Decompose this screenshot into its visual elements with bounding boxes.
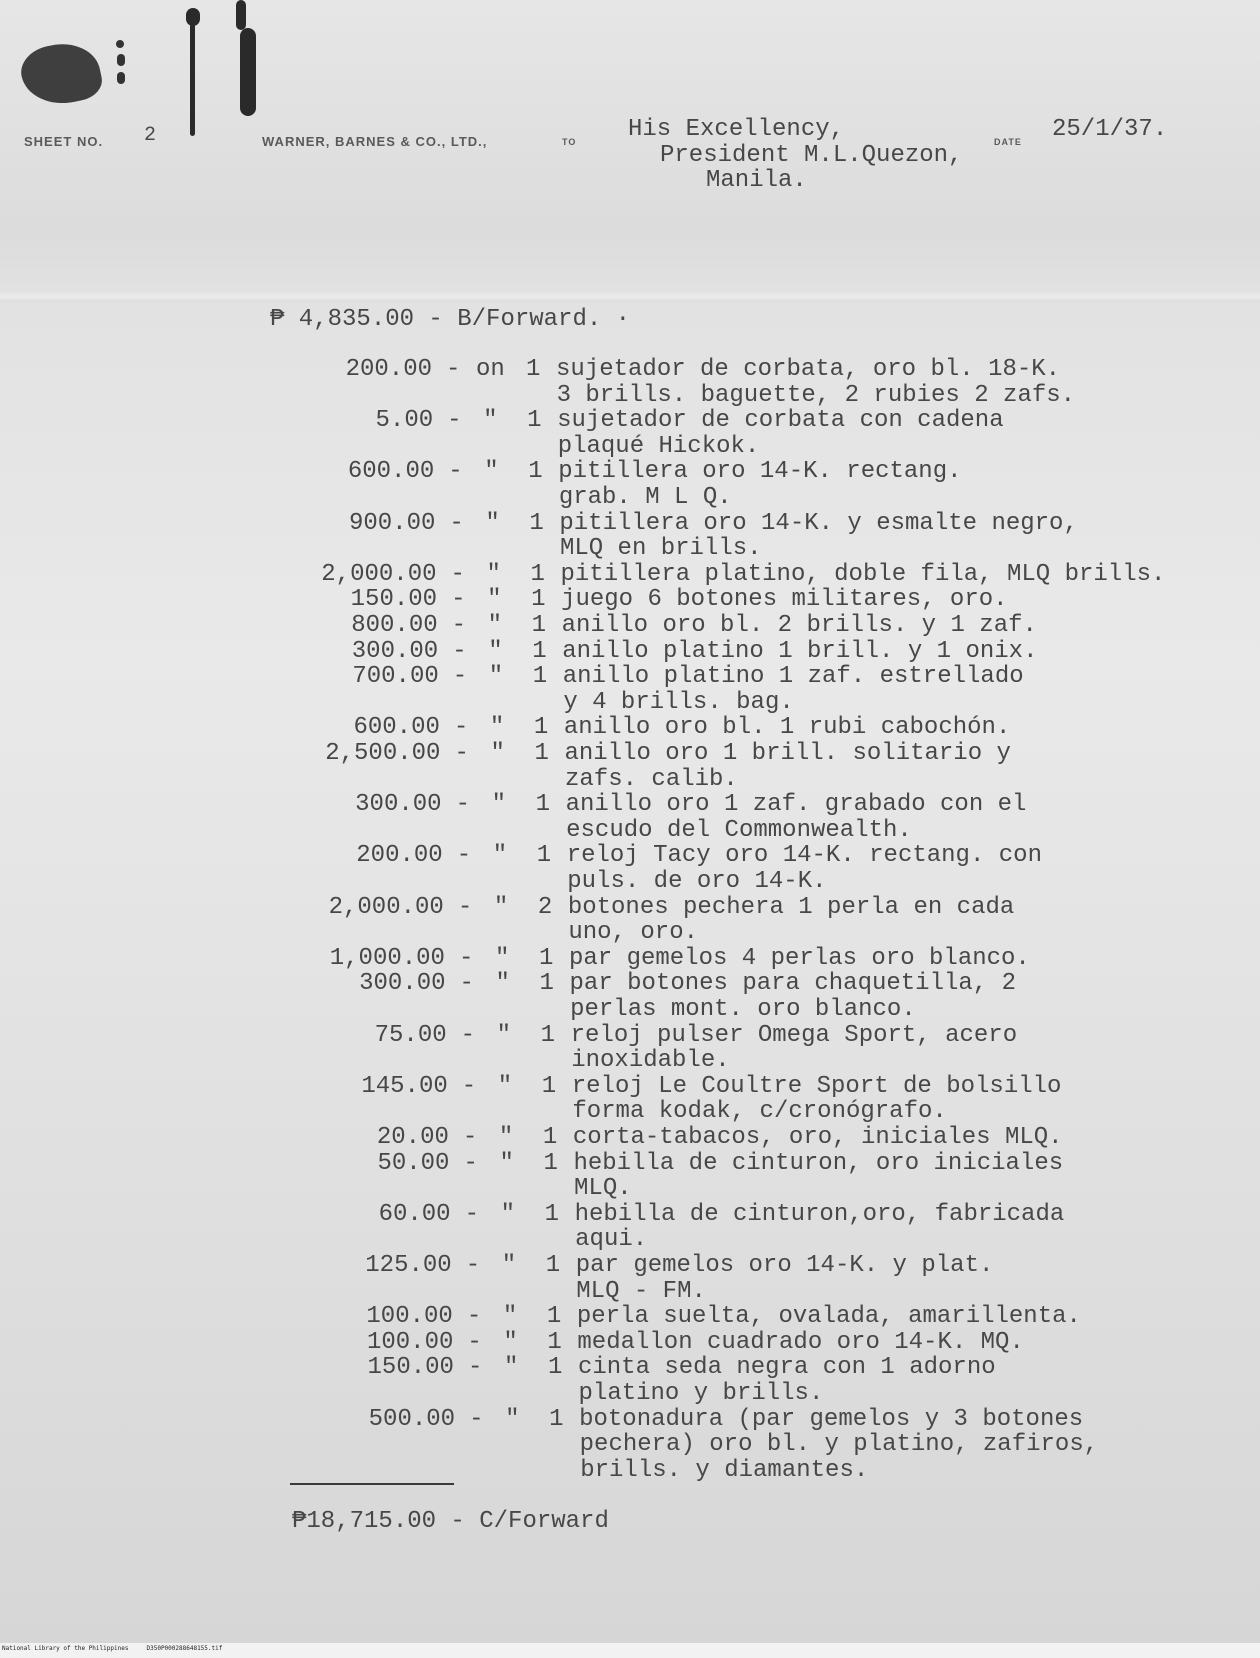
item-description: reloj Le Coultre Sport de bolsillo: [571, 1072, 1062, 1100]
item-quantity: 1: [527, 407, 542, 435]
item-description: anillo platino 1 zaf. estrellado: [562, 663, 1024, 691]
item-description: anillo oro bl. 1 rubi cabochón.: [563, 714, 1011, 742]
item-dash: -: [446, 356, 461, 383]
item-marker: ": [487, 612, 503, 639]
item-marker: ": [496, 1021, 512, 1049]
item-marker: ": [488, 637, 503, 665]
item-amount: 700.00: [352, 663, 439, 691]
ink-mark: [116, 40, 124, 48]
item-description: MLQ.: [574, 1175, 632, 1203]
item-description: puls. de oro 14-K.: [567, 868, 827, 895]
item-quantity: 1: [546, 1303, 562, 1331]
item-description: reloj pulser Omega Sport, acero: [570, 1021, 1018, 1049]
date-value: 25/1/37.: [1052, 116, 1168, 143]
item-quantity: 2: [537, 893, 553, 921]
item-description: zafs. calib.: [565, 765, 738, 793]
item-marker: ": [505, 1405, 520, 1433]
item-marker: ": [484, 458, 499, 486]
ink-mark: [190, 24, 195, 136]
item-dash: -: [454, 740, 469, 767]
item-description: reloj Tacy oro 14-K. rectang. con: [566, 842, 1042, 870]
item-amount: 145.00: [361, 1072, 448, 1100]
item-amount: 100.00: [366, 1328, 454, 1356]
item-marker: ": [499, 1149, 514, 1177]
item-dash: -: [453, 714, 469, 742]
item-description: cinta seda negra con 1 adorno: [577, 1354, 996, 1382]
item-quantity: 1: [533, 714, 549, 742]
item-description: anillo oro 1 zaf. grabado con el: [565, 791, 1027, 819]
item-amount: 800.00: [351, 612, 438, 639]
item-dash: -: [460, 1021, 476, 1049]
item-quantity: 1: [542, 1124, 558, 1151]
item-amount: 150.00: [367, 1354, 454, 1382]
item-dash: -: [450, 560, 465, 588]
to-label: TO: [562, 137, 577, 147]
item-dash: -: [452, 663, 468, 691]
item-description: pitillera oro 14-K. rectang.: [558, 458, 962, 486]
item-amount: 500.00: [368, 1405, 456, 1433]
item-description: botonadura (par gemelos y 3 botones: [579, 1405, 1084, 1433]
item-description: platino y brills.: [578, 1380, 824, 1407]
item-description: par botones para chaquetilla, 2: [569, 970, 1016, 998]
item-quantity: 1: [531, 612, 547, 639]
item-dash: -: [469, 1405, 484, 1433]
item-marker: ": [488, 663, 504, 691]
item-quantity: 1: [544, 1200, 559, 1228]
item-quantity: 1: [536, 842, 552, 870]
item-marker: ": [500, 1200, 515, 1228]
item-description: botones pechera 1 perla en cada: [567, 893, 1015, 921]
item-amount: 600.00: [353, 714, 440, 742]
item-description: perla suelta, ovalada, amarillenta.: [576, 1303, 1081, 1331]
item-amount: 300.00: [359, 970, 446, 998]
item-dash: -: [464, 1200, 479, 1228]
item-marker: ": [490, 740, 505, 767]
item-amount: 50.00: [377, 1149, 450, 1177]
item-dash: -: [449, 509, 464, 537]
item-dash: -: [456, 842, 472, 870]
item-marker: on: [476, 356, 505, 383]
item-description: plaqué Hickok.: [557, 432, 760, 460]
scan-footer: National Library of the Philippines D350P000288648155.tif: [2, 1645, 223, 1652]
ink-blot: [17, 37, 106, 112]
item-quantity: 1: [531, 586, 546, 614]
item-description: pechera) oro bl. y platino, zafiros,: [579, 1431, 1099, 1459]
item-description: grab. M L Q.: [558, 484, 732, 511]
item-amount: 60.00: [378, 1200, 451, 1228]
item-description: 3 brills. baguette, 2 rubies 2 zafs.: [556, 381, 1076, 409]
item-description: escudo del Commonwealth.: [566, 816, 912, 844]
item-description: pitillera oro 14-K. y esmalte negro,: [559, 509, 1078, 537]
item-marker: ": [498, 1124, 514, 1151]
item-dash: -: [463, 1149, 478, 1177]
item-amount: 150.00: [350, 586, 438, 614]
sheet-number: 2: [144, 124, 158, 147]
item-quantity: 1: [549, 1405, 564, 1433]
item-marker: ": [492, 842, 508, 870]
item-quantity: 1: [532, 663, 548, 691]
item-description: hebilla de cinturon,oro, fabricada: [574, 1200, 1065, 1228]
item-amount: 5.00: [375, 407, 434, 435]
item-dash: -: [467, 1328, 482, 1356]
item-quantity: 1: [541, 1072, 557, 1100]
item-quantity: 1: [538, 944, 554, 972]
item-amount: 2,000.00: [321, 560, 437, 588]
item-marker: ": [491, 791, 506, 819]
item-description: anillo platino 1 brill. y 1 onix.: [562, 637, 1038, 665]
item-description: par gemelos oro 14-K. y plat.: [575, 1252, 994, 1279]
addressee-line-3: Manila.: [706, 167, 807, 194]
item-quantity: 1: [529, 509, 544, 537]
item-description: corta-tabacos, oro, iniciales MLQ.: [572, 1124, 1063, 1151]
item-dash: -: [465, 1252, 481, 1279]
item-marker: ": [503, 1328, 518, 1356]
item-description: juego 6 botones militares, oro.: [561, 586, 1008, 614]
item-description: forma kodak, c/cronógrafo.: [572, 1098, 947, 1126]
item-dash: -: [459, 970, 474, 998]
item-description: MLQ en brills.: [559, 535, 762, 563]
item-amount: 75.00: [374, 1021, 447, 1049]
item-marker: ": [493, 893, 509, 921]
item-description: inoxidable.: [571, 1047, 730, 1075]
item-description: sujetador de corbata, oro bl. 18-K.: [556, 356, 1061, 383]
item-description: anillo oro bl. 2 brills. y 1 zaf.: [561, 612, 1037, 639]
paper-fold: [0, 292, 1260, 302]
item-amount: 900.00: [348, 509, 436, 537]
item-description: hebilla de cinturon, oro iniciales: [573, 1149, 1064, 1177]
item-quantity: 1: [528, 458, 543, 486]
item-marker: ": [486, 560, 501, 588]
item-amount: 300.00: [351, 637, 439, 665]
date-label: DATE: [994, 137, 1022, 147]
item-dash: -: [462, 1124, 478, 1151]
item-quantity: 1: [535, 791, 550, 819]
item-dash: -: [461, 1072, 477, 1100]
item-amount: 1,000.00: [329, 944, 445, 972]
item-dash: -: [451, 612, 467, 639]
item-dash: -: [455, 791, 470, 819]
item-quantity: 1: [547, 1328, 562, 1356]
item-amount: 125.00: [365, 1252, 452, 1279]
item-dash: -: [448, 458, 463, 486]
item-marker: ": [502, 1303, 518, 1331]
item-dash: -: [466, 1303, 482, 1331]
item-marker: ": [497, 1072, 513, 1100]
item-amount: 300.00: [355, 791, 442, 819]
item-amount: 600.00: [347, 458, 435, 486]
item-marker: ": [489, 714, 505, 742]
ink-mark: [240, 28, 256, 116]
item-marker: ": [487, 586, 502, 614]
item-description: aqui.: [575, 1226, 648, 1254]
total-rule: [290, 1483, 454, 1485]
item-description: par gemelos 4 perlas oro blanco.: [568, 944, 1030, 972]
item-dash: -: [451, 586, 466, 614]
item-dash: -: [458, 944, 474, 972]
item-description: anillo oro 1 brill. solitario y: [564, 740, 1011, 767]
company-name: WARNER, BARNES & CO., LTD.,: [262, 134, 488, 149]
carried-forward: ₱18,715.00 - C/Forward: [292, 1508, 609, 1535]
item-description: y 4 brills. bag.: [563, 688, 794, 716]
item-description: pitillera platino, doble fila, MLQ brills.: [560, 560, 1166, 588]
item-dash: -: [457, 893, 473, 921]
item-quantity: 1: [526, 356, 541, 383]
item-description: sujetador de corbata con cadena: [557, 407, 1004, 435]
item-description: MLQ - FM.: [576, 1277, 706, 1305]
item-dash: -: [452, 637, 467, 665]
item-quantity: 1: [532, 637, 547, 665]
item-quantity: 1: [534, 740, 549, 767]
addressee-line-1: His Excellency,: [628, 116, 845, 143]
item-marker: ": [503, 1354, 519, 1382]
item-description: uno, oro.: [568, 919, 698, 947]
item-marker: ": [495, 970, 510, 998]
item-dash: -: [447, 407, 462, 435]
brought-forward: ₱ 4,835.00 - B/Forward. ·: [270, 306, 631, 333]
ink-mark: [236, 0, 246, 30]
item-amount: 20.00: [376, 1124, 449, 1151]
item-amount: 2,500.00: [325, 740, 441, 767]
item-quantity: 1: [530, 560, 545, 588]
item-marker: ": [501, 1252, 517, 1279]
item-dash: -: [467, 1354, 483, 1382]
item-quantity: 1: [539, 970, 554, 998]
item-description: brills. y diamantes.: [580, 1456, 869, 1484]
item-amount: 200.00: [356, 842, 443, 870]
item-marker: ": [485, 509, 500, 537]
item-quantity: 1: [545, 1252, 561, 1279]
item-description: perlas mont. oro blanco.: [570, 996, 916, 1023]
sheet-label: SHEET NO.: [24, 134, 104, 149]
item-amount: 100.00: [366, 1303, 453, 1331]
item-marker: ": [483, 407, 498, 435]
item-quantity: 1: [543, 1149, 558, 1177]
item-quantity: 1: [540, 1021, 556, 1049]
item-amount: 200.00: [345, 356, 432, 383]
item-quantity: 1: [547, 1354, 563, 1382]
item-description: medallon cuadrado oro 14-K. MQ.: [577, 1328, 1024, 1356]
ink-mark: [117, 72, 125, 84]
ink-mark: [117, 54, 125, 66]
item-marker: ": [494, 944, 510, 972]
item-amount: 2,000.00: [328, 893, 444, 921]
addressee-line-2: President M.L.Quezon,: [660, 142, 963, 169]
